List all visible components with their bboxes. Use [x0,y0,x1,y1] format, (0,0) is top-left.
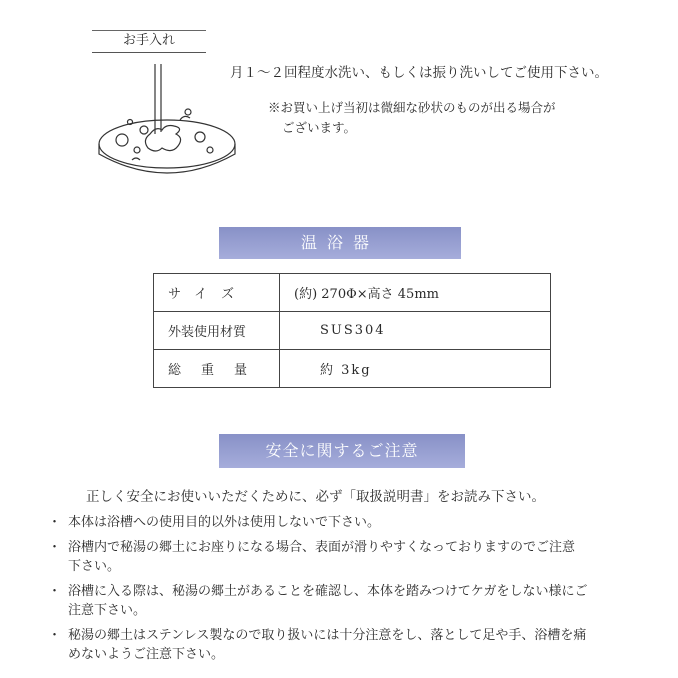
care-note [268,98,556,138]
spec-table [153,273,551,388]
list-item-line1: 秘湯の郷土はステンレス製なので取り扱いには十分注意をし、落として足や手、浴槽を痛 [68,628,587,643]
care-section-title: お手入れ [92,30,206,53]
list-item-line2: めないようご注意下さい。 [68,647,225,662]
bullet-mark: ・ [48,628,62,643]
table-row [154,312,551,350]
care-instruction: 月１〜２回程度水洗い、もしくは振り洗いしてご使用下さい。 [230,65,608,81]
spec-label: サイズ [154,274,280,312]
list-item [48,513,638,532]
safety-header: 安全に関するご注意 [219,434,465,468]
table-row [154,350,551,388]
list-item-line2: 下さい。 [68,559,121,574]
list-item-line1: 本体は浴槽への使用目的以外は使用しないで下さい。 [68,515,381,530]
bullet-mark: ・ [48,515,62,530]
list-item-line1: 浴槽に入る際は、秘湯の郷土があることを確認し、本体を踏みつけてケガをしない様にご [68,584,588,599]
bullet-mark: ・ [48,540,62,555]
care-note-line2: ございます。 [282,120,357,135]
safety-list [48,513,638,670]
list-item-line2: 注意下さい。 [68,603,147,618]
spec-value: (約) 270Φ×高さ 45mm [280,274,551,312]
table-row [154,274,551,312]
spec-label: 総重量 [154,350,280,388]
bullet-mark: ・ [48,584,62,599]
safety-intro: 正しく安全にお使いいただくために、必ず「取扱説明書」をお読み下さい。 [86,489,545,505]
list-item [48,582,638,620]
washing-illustration [92,62,242,187]
spec-value: 約 3kg [280,350,551,388]
care-note-line1: ※お買い上げ当初は微細な砂状のものが出る場合が [268,100,556,115]
product-header [219,227,461,259]
list-item [48,626,638,664]
spec-label: 外装使用材質 [154,312,280,350]
list-item [48,538,638,576]
spec-value: SUS304 [280,312,551,350]
product-header-text: 温浴器 [300,233,379,252]
list-item-line1: 浴槽内で秘湯の郷土にお座りになる場合、表面が滑りやすくなっておりますのでご注意 [68,540,576,555]
